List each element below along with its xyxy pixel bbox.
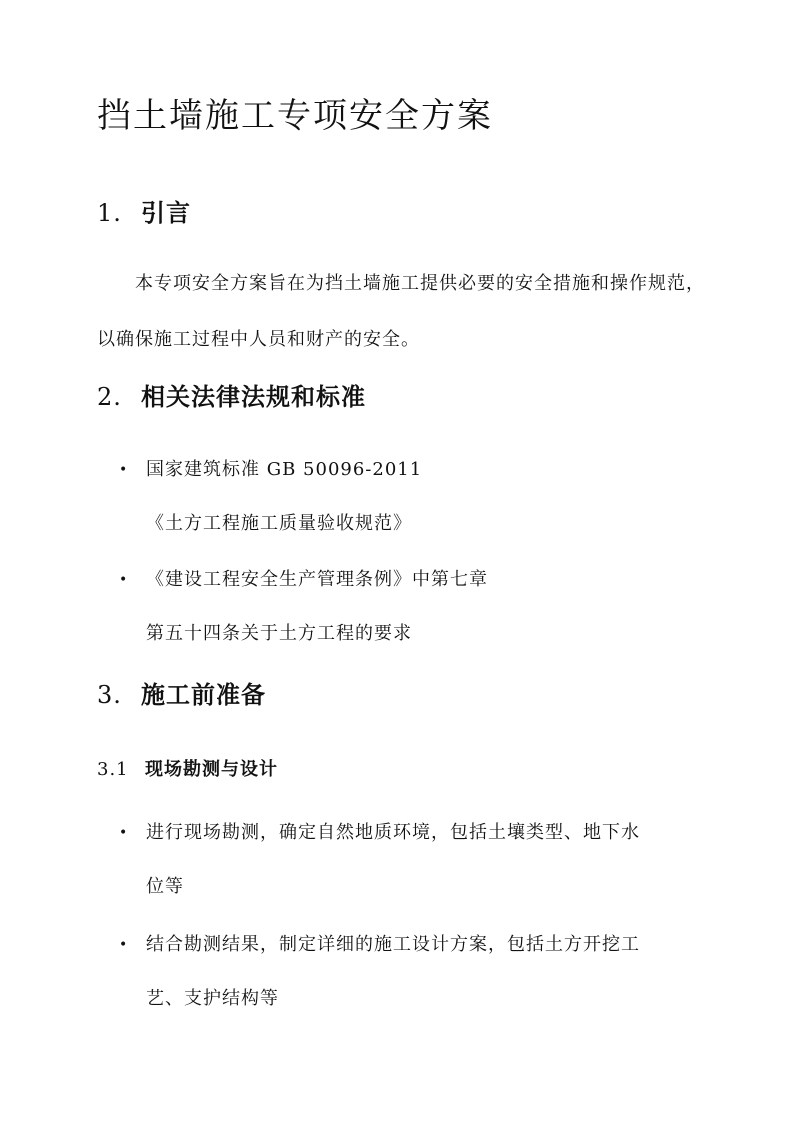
subsection-heading-3-1: [97, 757, 278, 783]
section-title: 相关法律法规和标准: [141, 382, 366, 411]
list-item-line: 艺、支护结构等: [146, 988, 279, 1009]
list-item-line: 《建设工程安全生产管理条例》中第七章: [146, 569, 488, 590]
bullet-icon: •: [119, 825, 128, 841]
list-item-line: 国家建筑标准 GB 50096-2011: [146, 459, 423, 480]
list-item: [97, 918, 707, 1026]
subsection-title: 现场勘测与设计: [145, 759, 278, 780]
bullet-icon: •: [119, 937, 128, 953]
list-item: [97, 443, 707, 551]
subsection-number: 3.1: [97, 759, 129, 780]
section-heading-3: [97, 678, 266, 712]
section-heading-2: [97, 380, 366, 414]
section-number: 3.: [97, 681, 122, 709]
section-title: 施工前准备: [141, 680, 266, 709]
list-item-line: 位等: [146, 876, 184, 897]
bullet-icon: •: [119, 572, 128, 588]
list-item: [97, 553, 707, 661]
document-title: 挡土墙施工专项安全方案: [97, 96, 493, 136]
section-number: 1.: [97, 199, 122, 227]
section-title: 引言: [141, 198, 191, 227]
list-item-line: 第五十四条关于土方工程的要求: [146, 623, 412, 644]
section-heading-1: [97, 196, 191, 230]
bullet-icon: •: [119, 462, 128, 478]
list-item-line: 进行现场勘测，确定自然地质环境，包括土壤类型、地下水: [146, 822, 640, 843]
list-item-line: 《土方工程施工质量验收规范》: [146, 513, 412, 534]
section-number: 2.: [97, 383, 122, 411]
list-item: [97, 806, 707, 914]
intro-paragraph: 本专项安全方案旨在为挡土墙施工提供必要的安全措施和操作规范，以确保施工过程中人员和财产的安全。: [97, 273, 705, 350]
list-item-line: 结合勘测结果，制定详细的施工设计方案，包括土方开挖工: [146, 934, 640, 955]
